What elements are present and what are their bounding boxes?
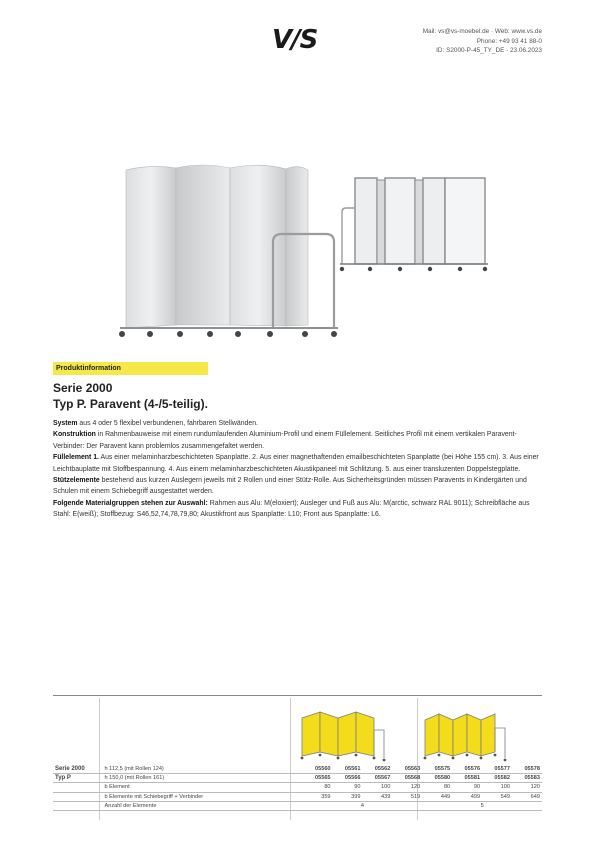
contact-info — [423, 27, 542, 56]
text-material: Rahmen aus Alu: M(eloxiert); Ausleger und Fuß aus Alu: M(arctic, schwarz RAL 9011); Schreibfläche aus Stahl: E(weiß); Stoffbezug: S46,52,74,78,79,80; Akustikfront aus Spanplatte: L10; Front aus Spanplatte: L6. — [53, 499, 530, 519]
article-number: 05582 — [482, 774, 512, 783]
width-value: 80 — [303, 783, 333, 792]
phone-line: Phone: +49 93 41 88-0 — [476, 37, 542, 45]
mail-line: Mail: vs@vs-moebel.de · Web: www.vs.de — [422, 28, 542, 35]
total-width-value: 439 — [362, 792, 392, 801]
paravent-panels-left — [119, 165, 310, 337]
lead-system: System — [53, 420, 78, 427]
section-tag: Produktinformation — [53, 362, 208, 375]
article-number: 05566 — [333, 774, 363, 783]
paragraph-konstruktion — [53, 429, 543, 452]
lead-konstruktion: Konstruktion — [53, 431, 96, 439]
empty-cell — [53, 801, 103, 810]
total-width-value: 549 — [482, 792, 512, 801]
width-value: 120 — [392, 783, 422, 792]
article-number: 05575 — [422, 765, 452, 774]
article-number: 05567 — [362, 774, 392, 783]
paragraph-fuellelement — [53, 452, 543, 475]
total-width-value: 649 — [512, 792, 542, 801]
product-description — [53, 418, 543, 521]
product-title — [53, 380, 208, 412]
text-system: aus 4 oder 5 flexibel verbundenen, fahrbaren Stellwänden. — [77, 420, 258, 427]
vs-logo: V/S — [272, 25, 318, 55]
width-value: 90 — [333, 783, 363, 792]
article-number: 05581 — [452, 774, 482, 783]
row-desc: h 150,0 (mit Rollen 161) — [103, 774, 303, 783]
text-stuetzelemente: bestehend aus kurzen Auslegern jeweils mit 2 Rollen und einer Stütz-Rolle. Aus Sicherheitsgründen müssen Paravents in Kindergärten und Schulen mit einem Schiebegriff ausgestattet werden. — [53, 477, 527, 496]
paragraph-system — [53, 418, 543, 429]
row-desc: b Element — [103, 783, 303, 792]
text-konstruktion: in Rahmenbauweise mit einem rundumlaufenden Aluminium-Profil und einem Füllelement. Seitliches Profil mit einem vertikalen Paravent-Verbinder: Der Paravent kann problemlos zusammengefaltet werden. — [53, 431, 517, 450]
table-row — [53, 765, 542, 774]
row-desc: h 112,5 (mit Rollen 124) — [103, 765, 303, 774]
element-count-four: 4 — [303, 801, 423, 810]
article-number: 05562 — [362, 765, 392, 774]
article-number: 05568 — [392, 774, 422, 783]
article-number: 05578 — [512, 765, 542, 774]
width-value: 80 — [422, 783, 452, 792]
width-value: 90 — [452, 783, 482, 792]
total-width-value: 359 — [303, 792, 333, 801]
total-width-value: 399 — [333, 792, 363, 801]
article-number: 05565 — [303, 774, 333, 783]
article-number: 05577 — [482, 765, 512, 774]
text-fuellelement: Aus einer melaminharzbeschichteten Spanplatte. 2. Aus einer magnethaftenden emailbeschichteten Spanplatte (bei Höhe 155 cm). 3. Aus einer Leichtbauplatte mit Stoffbespannung. 4. Aus einem melaminharzbeschichteten Akustikpaneel mit Schlitzung. 5. aus einer transluzenten Doppelstegplatte. — [53, 454, 539, 473]
five-part-paravent-illustration — [421, 700, 521, 762]
total-width-value: 449 — [422, 792, 452, 801]
lead-stuetzelemente: Stützelemente — [53, 477, 100, 485]
row-desc: Anzahl der Elemente — [103, 801, 303, 810]
table-row — [53, 792, 542, 801]
type-label: Typ P — [53, 774, 103, 783]
article-number: 05561 — [333, 765, 363, 774]
table-row — [53, 783, 542, 792]
width-value: 100 — [482, 783, 512, 792]
lead-material: Folgende Materialgruppen stehen zur Auswahl: — [53, 499, 208, 507]
empty-cell — [53, 792, 103, 801]
article-number: 05560 — [303, 765, 333, 774]
width-value: 120 — [512, 783, 542, 792]
table-row — [53, 774, 542, 783]
paragraph-stuetzelemente — [53, 475, 543, 498]
width-value: 100 — [362, 783, 392, 792]
document-id: ID: S2000-P-45_TY_DE · 23.06.2023 — [436, 47, 542, 55]
spec-table — [53, 765, 542, 811]
product-photo — [110, 160, 495, 345]
total-width-value: 519 — [392, 792, 422, 801]
series-label: Serie 2000 — [53, 765, 103, 774]
series-title: Serie 2000 — [53, 381, 113, 395]
article-number: 05563 — [392, 765, 422, 774]
table-row — [53, 801, 542, 810]
element-count-five: 5 — [422, 801, 542, 810]
type-title: Typ P. Paravent (4-/5-teilig). — [53, 397, 208, 411]
table-divider — [53, 695, 542, 696]
paragraph-material — [53, 498, 543, 521]
article-number: 05576 — [452, 765, 482, 774]
total-width-value: 499 — [452, 792, 482, 801]
lead-fuellelement: Füllelement 1. — [53, 454, 99, 462]
four-part-paravent-illustration — [296, 700, 396, 762]
paravent-panels-right — [340, 178, 488, 271]
row-desc: b Elemente mit Schiebegriff + Verbinder — [103, 792, 303, 801]
article-number: 05583 — [512, 774, 542, 783]
article-number: 05580 — [422, 774, 452, 783]
empty-cell — [53, 783, 103, 792]
